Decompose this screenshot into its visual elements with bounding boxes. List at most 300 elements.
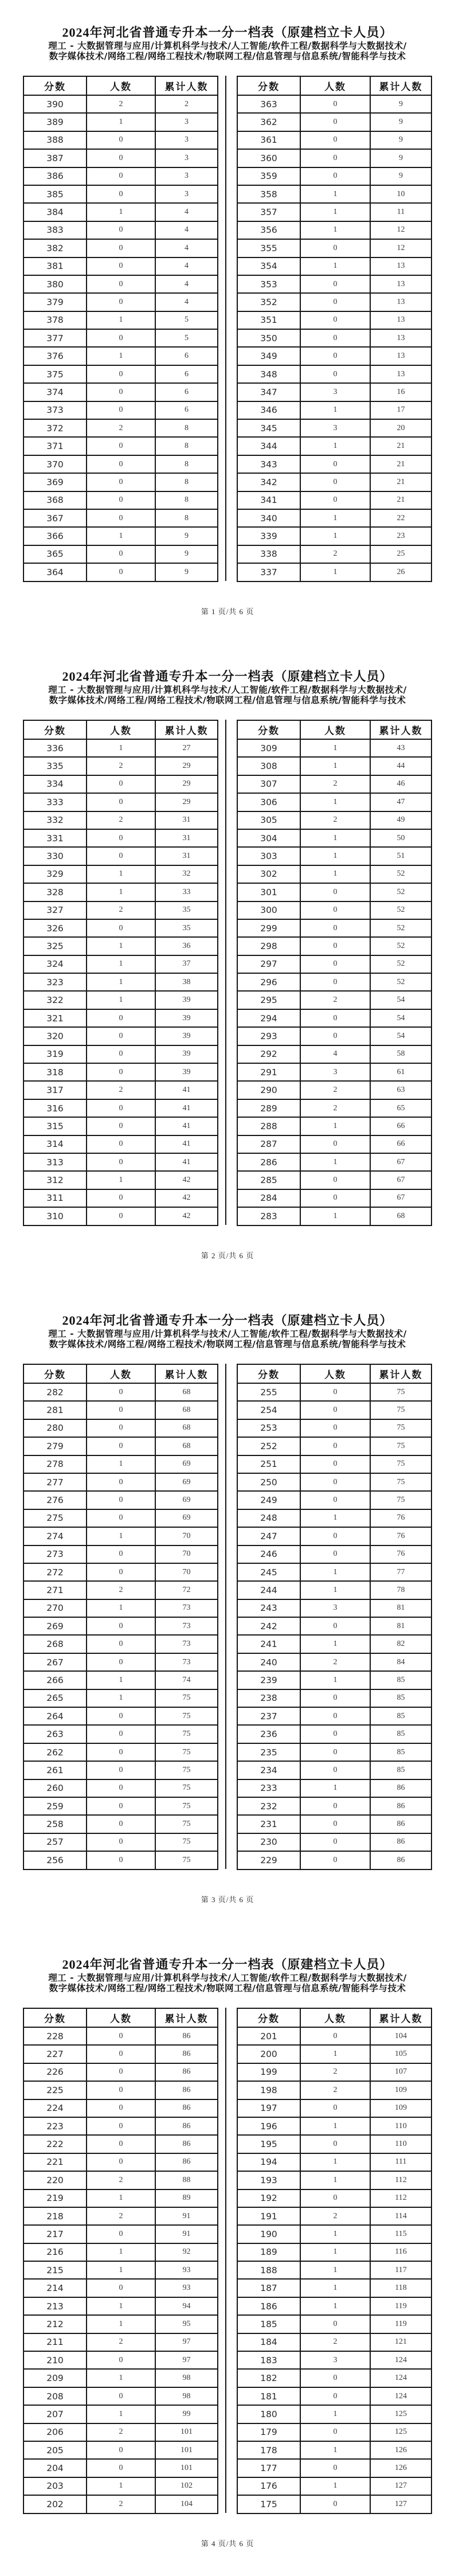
score-cell: 299: [237, 919, 300, 937]
cumulative-cell: 98: [155, 2369, 218, 2387]
count-cell: 0: [300, 329, 370, 347]
table-row: [23, 2243, 218, 2261]
score-cell: 317: [23, 1081, 87, 1099]
count-cell: 1: [300, 793, 370, 811]
count-cell: 0: [87, 1815, 155, 1833]
score-cell: 312: [23, 1171, 87, 1189]
cumulative-cell: 75: [370, 1383, 432, 1401]
cumulative-cell: 25: [370, 545, 432, 563]
count-cell: 3: [300, 1063, 370, 1081]
score-cell: 201: [237, 2027, 300, 2045]
table-row: [237, 1153, 432, 1171]
count-cell: 0: [87, 2027, 155, 2045]
table-row: [23, 185, 218, 203]
score-cell: 297: [237, 955, 300, 973]
count-cell: 0: [300, 1725, 370, 1743]
table-row: [237, 1833, 432, 1851]
cumulative-cell: 6: [155, 347, 218, 365]
count-cell: 0: [87, 293, 155, 311]
cumulative-cell: 26: [370, 563, 432, 581]
cumulative-cell: 75: [155, 1725, 218, 1743]
count-cell: 1: [300, 2045, 370, 2063]
count-cell: 2: [300, 1099, 370, 1117]
col-header-score: 分数: [23, 1364, 87, 1383]
cumulative-cell: 41: [155, 1117, 218, 1135]
cumulative-cell: 85: [370, 1761, 432, 1779]
table-row: [237, 1761, 432, 1779]
score-cell: 340: [237, 509, 300, 527]
score-cell: 243: [237, 1599, 300, 1617]
count-cell: 1: [300, 1509, 370, 1527]
score-cell: 238: [237, 1689, 300, 1707]
cumulative-cell: 13: [370, 329, 432, 347]
score-cell: 300: [237, 901, 300, 919]
cumulative-cell: 68: [155, 1401, 218, 1419]
count-cell: 1: [87, 973, 155, 991]
count-cell: 1: [300, 2477, 370, 2495]
score-cell: 353: [237, 275, 300, 293]
cumulative-cell: 75: [155, 1689, 218, 1707]
table-row: [237, 955, 432, 973]
score-cell: 347: [237, 383, 300, 401]
table-row: [23, 473, 218, 491]
cumulative-cell: 75: [370, 1455, 432, 1473]
cumulative-cell: 70: [155, 1545, 218, 1563]
count-cell: 0: [87, 2045, 155, 2063]
score-cell: 359: [237, 167, 300, 185]
cumulative-cell: 36: [155, 937, 218, 955]
count-cell: 1: [300, 2297, 370, 2315]
count-cell: 0: [87, 2099, 155, 2117]
count-cell: 0: [87, 509, 155, 527]
table-row: [23, 1599, 218, 1617]
cumulative-cell: 86: [155, 2153, 218, 2171]
table-row: [237, 1545, 432, 1563]
score-cell: 202: [23, 2495, 87, 2513]
cumulative-cell: 6: [155, 365, 218, 383]
count-cell: 0: [300, 2099, 370, 2117]
col-header-score: 分数: [237, 2008, 300, 2027]
count-cell: 1: [87, 2315, 155, 2333]
cumulative-cell: 9: [370, 95, 432, 113]
score-cell: 233: [237, 1779, 300, 1797]
cumulative-cell: 49: [370, 811, 432, 829]
count-cell: 1: [87, 739, 155, 757]
score-cell: 308: [237, 757, 300, 775]
table-row: [23, 1833, 218, 1851]
cumulative-cell: 95: [155, 2315, 218, 2333]
cumulative-cell: 54: [370, 1009, 432, 1027]
count-cell: 0: [300, 1401, 370, 1419]
table-row: [23, 1207, 218, 1225]
count-cell: 0: [300, 1761, 370, 1779]
count-cell: 0: [87, 2387, 155, 2405]
count-cell: 0: [300, 937, 370, 955]
col-header-count: 人数: [87, 2008, 155, 2027]
cumulative-cell: 3: [155, 131, 218, 149]
count-cell: 0: [87, 2063, 155, 2081]
table-row: [237, 865, 432, 883]
count-cell: 1: [300, 1635, 370, 1653]
col-header-score: 分数: [23, 2008, 87, 2027]
score-cell: 371: [23, 437, 87, 455]
count-cell: 2: [300, 1653, 370, 1671]
count-cell: 2: [87, 95, 155, 113]
count-cell: 0: [87, 1401, 155, 1419]
cumulative-cell: 50: [370, 829, 432, 847]
cumulative-cell: 39: [155, 1063, 218, 1081]
score-cell: 264: [23, 1707, 87, 1725]
score-cell: 283: [237, 1207, 300, 1225]
score-cell: 258: [23, 1815, 87, 1833]
cumulative-cell: 41: [155, 1099, 218, 1117]
count-cell: 1: [300, 1671, 370, 1689]
cumulative-cell: 114: [370, 2207, 432, 2225]
count-cell: 0: [87, 1045, 155, 1063]
table-row: [23, 1171, 218, 1189]
table-row: [237, 1509, 432, 1527]
table-row: [237, 883, 432, 901]
col-header-score: 分数: [237, 76, 300, 95]
score-cell: 292: [237, 1045, 300, 1063]
count-cell: 0: [300, 1419, 370, 1437]
score-cell: 328: [23, 883, 87, 901]
table-row: [237, 1653, 432, 1671]
table-header-row: [237, 2008, 432, 2027]
col-header-cumulative: 累计人数: [370, 2008, 432, 2027]
subtitle-line-1: 理工 - 大数据管理与应用/计算机科学与技术/人工智能/软件工程/数据科学与大数据技术/: [48, 41, 407, 51]
score-cell: 274: [23, 1527, 87, 1545]
table-row: [237, 2135, 432, 2153]
table-row: [237, 1671, 432, 1689]
count-cell: 0: [300, 1527, 370, 1545]
cumulative-cell: 9: [370, 131, 432, 149]
cumulative-cell: 93: [155, 2279, 218, 2297]
cumulative-cell: 8: [155, 437, 218, 455]
score-cell: 278: [23, 1455, 87, 1473]
count-cell: 0: [300, 1383, 370, 1401]
cumulative-cell: 75: [370, 1473, 432, 1491]
cumulative-cell: 31: [155, 829, 218, 847]
score-cell: 250: [237, 1473, 300, 1491]
count-cell: 1: [300, 2261, 370, 2279]
cumulative-cell: 3: [155, 113, 218, 131]
score-cell: 355: [237, 239, 300, 257]
count-cell: 0: [87, 793, 155, 811]
table-row: [23, 937, 218, 955]
table-row: [237, 2045, 432, 2063]
count-cell: 0: [300, 1135, 370, 1153]
score-cell: 244: [237, 1581, 300, 1599]
table-row: [237, 2081, 432, 2099]
table-header-row: [23, 76, 218, 95]
table-row: [23, 1189, 218, 1207]
column-divider: [225, 1364, 226, 1869]
table-row: [23, 1617, 218, 1635]
cumulative-cell: 22: [370, 509, 432, 527]
cumulative-cell: 98: [155, 2387, 218, 2405]
score-table-left: [23, 1364, 218, 1870]
count-cell: 0: [300, 131, 370, 149]
cumulative-cell: 58: [370, 1045, 432, 1063]
count-cell: 0: [300, 1437, 370, 1455]
table-row: [23, 739, 218, 757]
count-cell: 1: [300, 2243, 370, 2261]
score-cell: 242: [237, 1617, 300, 1635]
score-cell: 374: [23, 383, 87, 401]
score-cell: 199: [237, 2063, 300, 2081]
count-cell: 0: [87, 257, 155, 275]
score-cell: 381: [23, 257, 87, 275]
score-cell: 295: [237, 991, 300, 1009]
cumulative-cell: 21: [370, 437, 432, 455]
table-row: [237, 1491, 432, 1509]
score-cell: 234: [237, 1761, 300, 1779]
table-row: [23, 527, 218, 545]
table-row: [237, 991, 432, 1009]
table-row: [237, 1117, 432, 1135]
score-cell: 226: [23, 2063, 87, 2081]
score-cell: 262: [23, 1743, 87, 1761]
cumulative-cell: 65: [370, 1099, 432, 1117]
table-row: [237, 2153, 432, 2171]
cumulative-cell: 127: [370, 2477, 432, 2495]
table-row: [23, 1099, 218, 1117]
table-row: [237, 2459, 432, 2477]
count-cell: 1: [87, 865, 155, 883]
count-cell: 0: [87, 2225, 155, 2243]
count-cell: 1: [300, 2441, 370, 2459]
count-cell: 0: [87, 1063, 155, 1081]
cumulative-cell: 124: [370, 2387, 432, 2405]
cumulative-cell: 126: [370, 2459, 432, 2477]
page-footer: 第 2 页/共 6 页: [201, 1251, 254, 1260]
cumulative-cell: 17: [370, 401, 432, 419]
score-cell: 245: [237, 1563, 300, 1581]
cumulative-cell: 124: [370, 2351, 432, 2369]
cumulative-cell: 75: [155, 1779, 218, 1797]
count-cell: 0: [300, 1833, 370, 1851]
table-row: [23, 329, 218, 347]
count-cell: 0: [300, 901, 370, 919]
col-header-count: 人数: [300, 1364, 370, 1383]
count-cell: 0: [300, 347, 370, 365]
score-cell: 273: [23, 1545, 87, 1563]
table-row: [237, 2225, 432, 2243]
score-cell: 305: [237, 811, 300, 829]
score-cell: 178: [237, 2441, 300, 2459]
score-cell: 214: [23, 2279, 87, 2297]
score-cell: 366: [23, 527, 87, 545]
score-cell: 335: [23, 757, 87, 775]
table-row: [23, 2423, 218, 2441]
score-cell: 343: [237, 455, 300, 473]
cumulative-cell: 69: [155, 1473, 218, 1491]
cumulative-cell: 70: [155, 1527, 218, 1545]
table-row: [23, 113, 218, 131]
table-row: [237, 2117, 432, 2135]
column-divider: [225, 76, 226, 581]
cumulative-cell: 84: [370, 1653, 432, 1671]
score-cell: 336: [23, 739, 87, 757]
score-cell: 236: [237, 1725, 300, 1743]
cumulative-cell: 52: [370, 937, 432, 955]
score-cell: 175: [237, 2495, 300, 2513]
count-cell: 1: [87, 991, 155, 1009]
count-cell: 1: [87, 527, 155, 545]
cumulative-cell: 27: [155, 739, 218, 757]
cumulative-cell: 76: [370, 1509, 432, 1527]
count-cell: 0: [87, 1189, 155, 1207]
cumulative-cell: 39: [155, 1009, 218, 1027]
cumulative-cell: 75: [155, 1707, 218, 1725]
count-cell: 0: [300, 973, 370, 991]
count-cell: 3: [300, 419, 370, 437]
count-cell: 1: [300, 2153, 370, 2171]
cumulative-cell: 85: [370, 1725, 432, 1743]
score-cell: 213: [23, 2297, 87, 2315]
cumulative-cell: 31: [155, 811, 218, 829]
table-row: [23, 793, 218, 811]
cumulative-cell: 69: [155, 1509, 218, 1527]
cumulative-cell: 33: [155, 883, 218, 901]
table-row: [237, 811, 432, 829]
table-row: [23, 1779, 218, 1797]
cumulative-cell: 107: [370, 2063, 432, 2081]
table-row: [23, 401, 218, 419]
score-cell: 220: [23, 2171, 87, 2189]
count-cell: 1: [300, 203, 370, 221]
document-subtitle: [0, 41, 455, 61]
table-header-row: [23, 720, 218, 739]
score-cell: 190: [237, 2225, 300, 2243]
table-row: [23, 1527, 218, 1545]
score-table-right: [237, 720, 432, 1226]
table-row: [23, 2063, 218, 2081]
score-cell: 362: [237, 113, 300, 131]
cumulative-cell: 13: [370, 365, 432, 383]
table-row: [237, 2369, 432, 2387]
table-row: [23, 203, 218, 221]
count-cell: 2: [87, 2333, 155, 2351]
table-row: [237, 2243, 432, 2261]
cumulative-cell: 91: [155, 2207, 218, 2225]
table-row: [237, 275, 432, 293]
col-header-score: 分数: [237, 720, 300, 739]
count-cell: 2: [87, 1581, 155, 1599]
table-row: [23, 365, 218, 383]
count-cell: 0: [300, 2387, 370, 2405]
col-header-count: 人数: [87, 1364, 155, 1383]
count-cell: 0: [300, 167, 370, 185]
count-cell: 0: [300, 1851, 370, 1869]
table-row: [23, 1117, 218, 1135]
cumulative-cell: 52: [370, 955, 432, 973]
table-row: [237, 95, 432, 113]
count-cell: 0: [300, 2135, 370, 2153]
table-row: [237, 293, 432, 311]
count-cell: 1: [300, 257, 370, 275]
score-cell: 204: [23, 2459, 87, 2477]
cumulative-cell: 75: [370, 1419, 432, 1437]
count-cell: 2: [300, 991, 370, 1009]
table-row: [23, 383, 218, 401]
cumulative-cell: 72: [155, 1581, 218, 1599]
cumulative-cell: 54: [370, 991, 432, 1009]
cumulative-cell: 76: [370, 1545, 432, 1563]
score-cell: 377: [23, 329, 87, 347]
table-row: [237, 2477, 432, 2495]
count-cell: 0: [300, 2495, 370, 2513]
document-subtitle: [0, 685, 455, 705]
count-cell: 0: [87, 1761, 155, 1779]
score-cell: 224: [23, 2099, 87, 2117]
table-row: [23, 1743, 218, 1761]
count-cell: 0: [87, 563, 155, 581]
score-cell: 251: [237, 1455, 300, 1473]
count-cell: 0: [87, 1009, 155, 1027]
score-cell: 314: [23, 1135, 87, 1153]
score-cell: 189: [237, 2243, 300, 2261]
count-cell: 1: [300, 401, 370, 419]
cumulative-cell: 105: [370, 2045, 432, 2063]
score-cell: 188: [237, 2261, 300, 2279]
cumulative-cell: 29: [155, 793, 218, 811]
score-cell: 369: [23, 473, 87, 491]
cumulative-cell: 4: [155, 221, 218, 239]
score-cell: 256: [23, 1851, 87, 1869]
table-row: [23, 2315, 218, 2333]
score-cell: 223: [23, 2117, 87, 2135]
score-cell: 384: [23, 203, 87, 221]
cumulative-cell: 5: [155, 311, 218, 329]
count-cell: 2: [300, 2333, 370, 2351]
table-row: [237, 1635, 432, 1653]
count-cell: 0: [87, 1779, 155, 1797]
score-cell: 270: [23, 1599, 87, 1617]
count-cell: 2: [87, 2207, 155, 2225]
cumulative-cell: 6: [155, 383, 218, 401]
cumulative-cell: 109: [370, 2081, 432, 2099]
cumulative-cell: 10: [370, 185, 432, 203]
table-row: [237, 185, 432, 203]
document-page-2: [0, 644, 455, 1288]
count-cell: 0: [87, 1797, 155, 1815]
count-cell: 0: [87, 437, 155, 455]
count-cell: 1: [87, 347, 155, 365]
table-row: [237, 739, 432, 757]
score-cell: 184: [237, 2333, 300, 2351]
score-table-left: [23, 2008, 218, 2514]
table-row: [23, 775, 218, 793]
cumulative-cell: 86: [370, 1797, 432, 1815]
count-cell: 0: [87, 131, 155, 149]
score-cell: 290: [237, 1081, 300, 1099]
score-cell: 248: [237, 1509, 300, 1527]
subtitle-line-2: 数字媒体技术/网络工程/网络工程技术/物联网工程/信息管理与信息系统/智能科学与技术: [49, 1983, 406, 1993]
table-row: [237, 1779, 432, 1797]
table-row: [23, 2369, 218, 2387]
score-cell: 282: [23, 1383, 87, 1401]
table-row: [237, 2351, 432, 2369]
count-cell: 1: [87, 2243, 155, 2261]
cumulative-cell: 109: [370, 2099, 432, 2117]
cumulative-cell: 29: [155, 757, 218, 775]
count-cell: 1: [300, 739, 370, 757]
score-cell: 196: [237, 2117, 300, 2135]
table-row: [23, 1725, 218, 1743]
count-cell: 0: [300, 1617, 370, 1635]
